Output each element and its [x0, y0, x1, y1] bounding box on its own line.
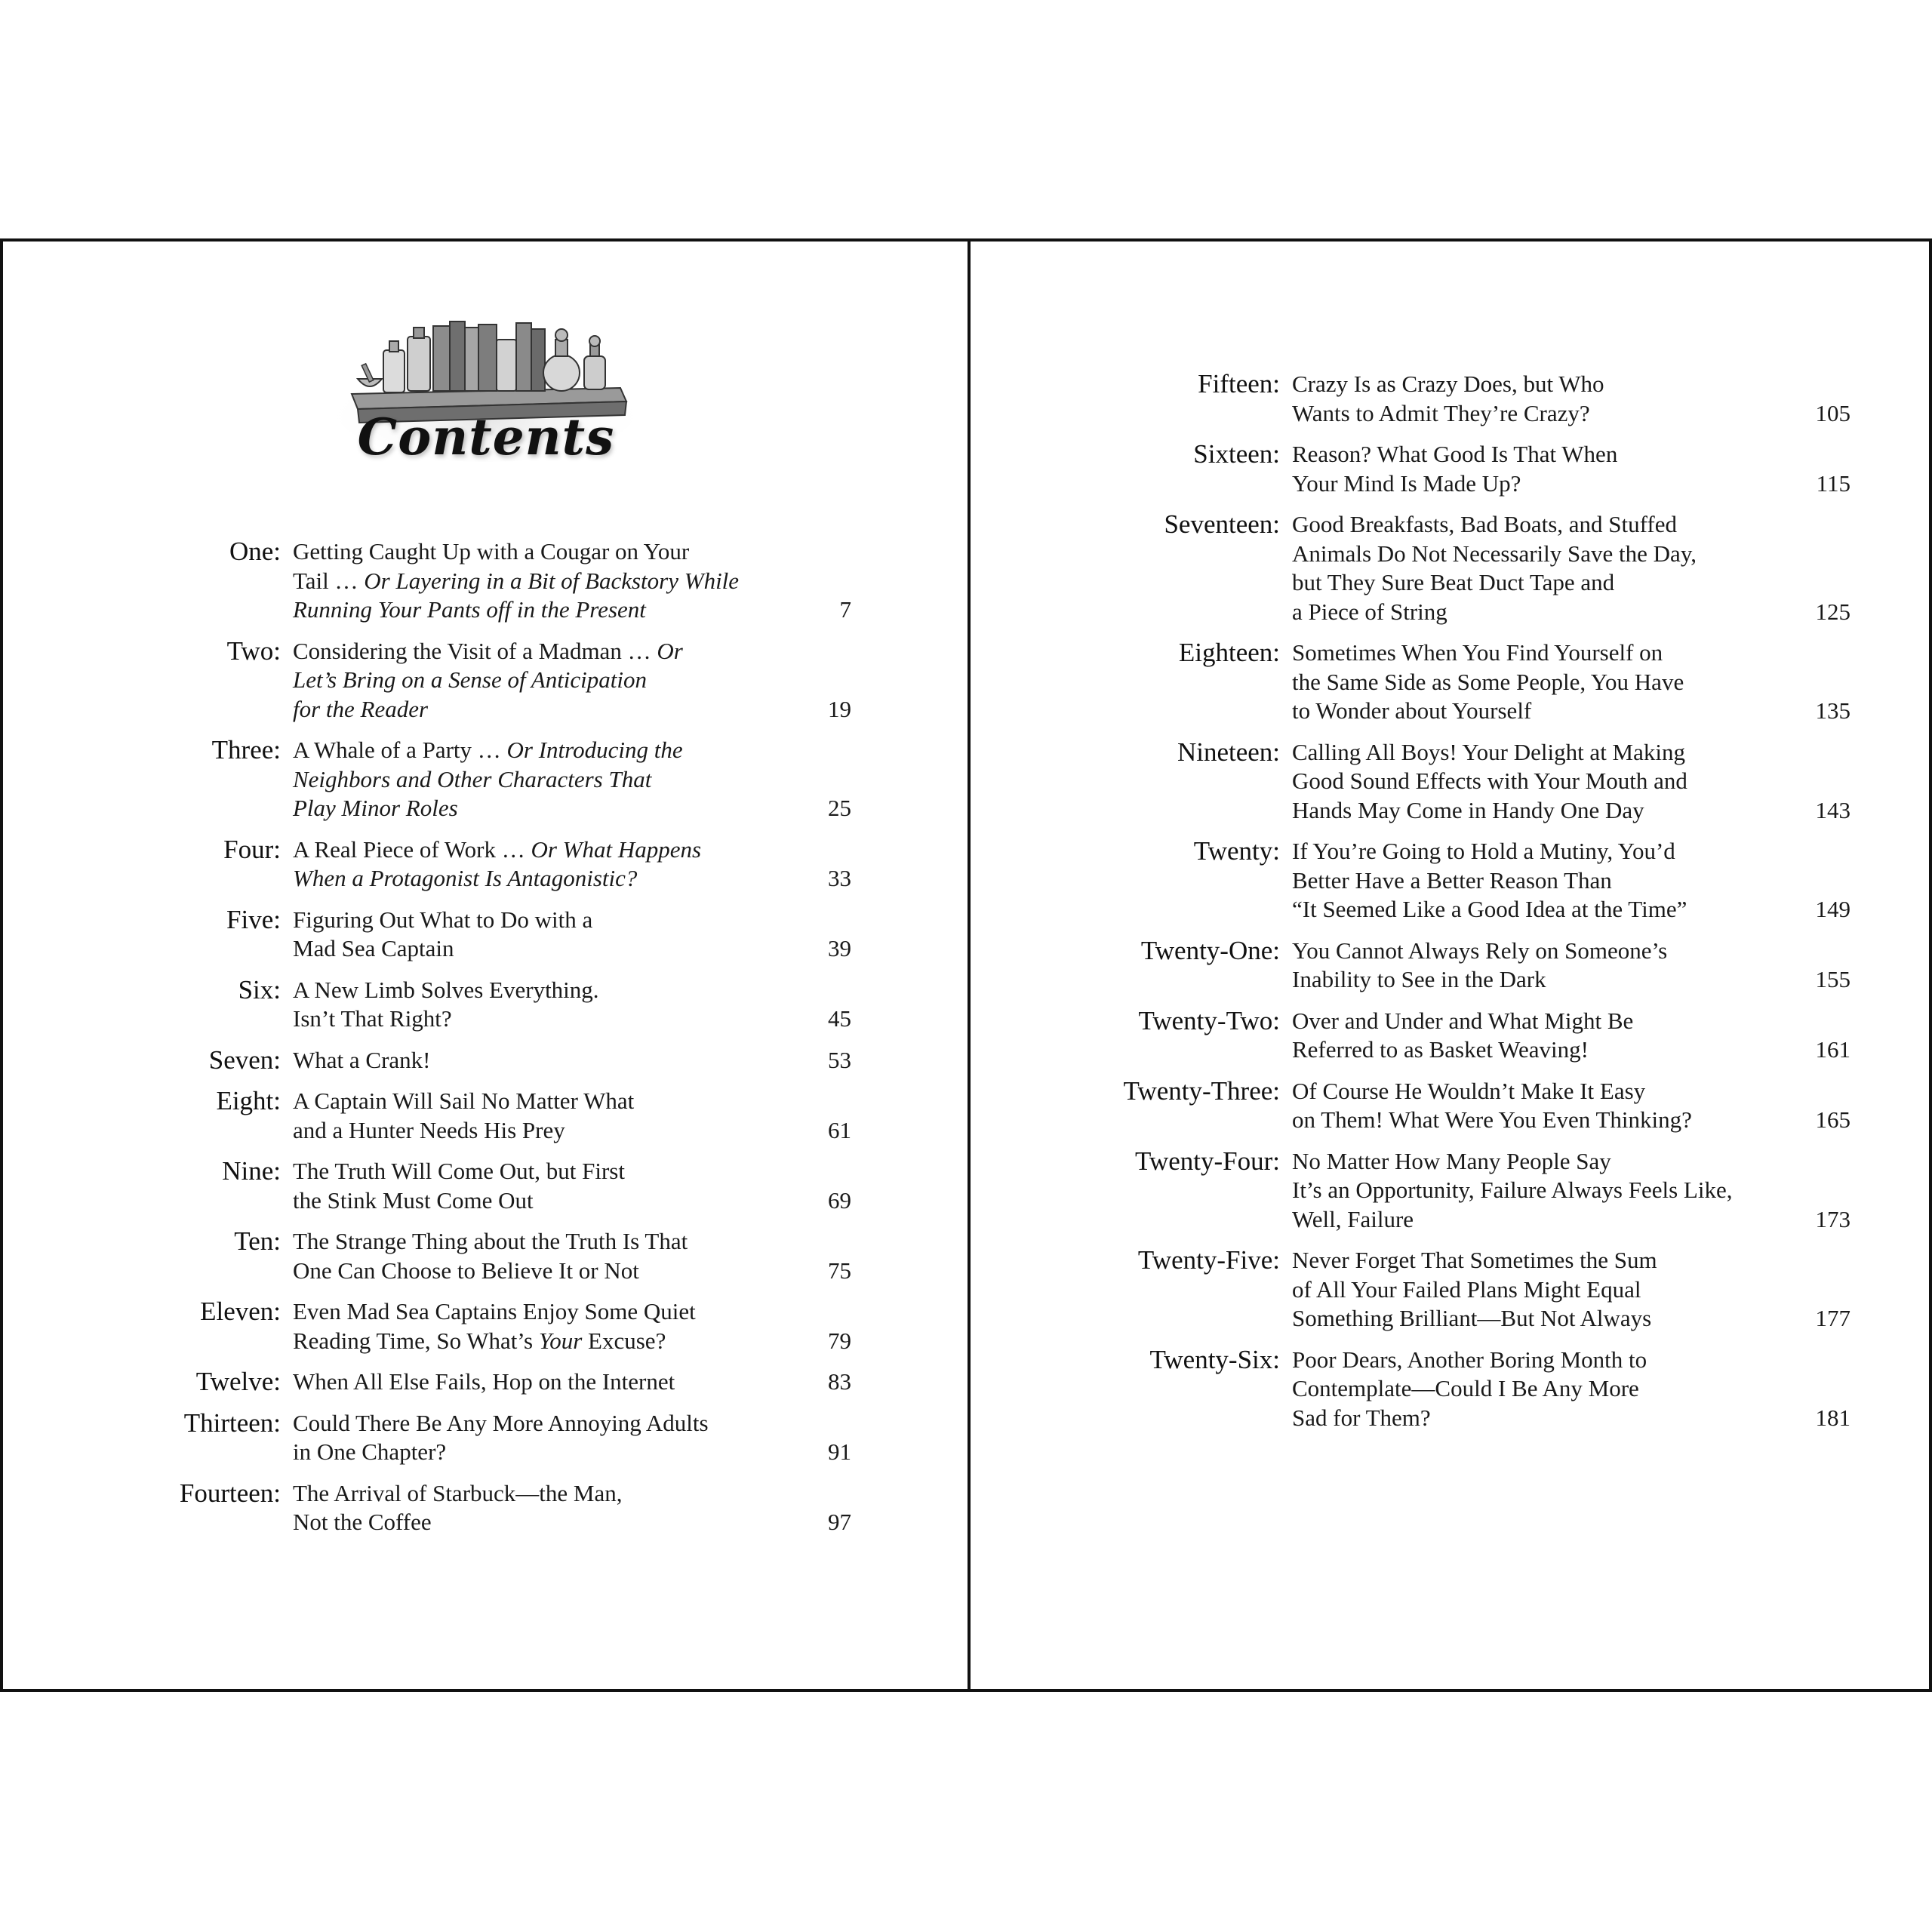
page-number: 115: [1816, 469, 1850, 497]
title-segment: A New Limb Solves Everything.: [293, 976, 599, 1003]
toc-entry: [1017, 935, 1850, 995]
title-segment: of All Your Failed Plans Might Equal: [1292, 1275, 1641, 1303]
page-number: 79: [828, 1327, 851, 1354]
title-segment: Neighbors and Other Characters That: [293, 765, 652, 792]
chapter-title: [293, 835, 776, 894]
page-number: 105: [1815, 399, 1850, 426]
title-segment: Reading Time, So What’s: [293, 1327, 539, 1354]
chapter-title-line: [1292, 837, 1775, 866]
title-segment: A Real Piece of Work …: [293, 835, 531, 863]
chapter-title: [1292, 1346, 1775, 1433]
chapter-number: Fifteen:: [1198, 369, 1280, 398]
chapter-title-line: [293, 1367, 776, 1397]
chapter-title-line: [293, 567, 776, 596]
page-number: 155: [1815, 966, 1850, 992]
title-segment: the Same Side as Some People, You Have: [1292, 668, 1684, 695]
title-segment: Figuring Out What to Do with a: [293, 906, 593, 933]
title-segment: but They Sure Beat Duct Tape and: [1292, 569, 1615, 595]
chapter-number: Ten:: [234, 1226, 281, 1256]
title-segment: No Matter How Many People Say: [1292, 1147, 1611, 1174]
toc-entry: [1017, 1005, 1850, 1065]
page-number: 91: [828, 1438, 851, 1465]
chapter-title-line: [1292, 1007, 1775, 1036]
title-segment: Or: [657, 637, 683, 664]
title-segment: It’s an Opportunity, Failure Always Feels Like,: [1292, 1177, 1733, 1203]
title-segment: Better Have a Better Reason Than: [1292, 866, 1612, 894]
title-segment: Poor Dears, Another Boring Month to: [1292, 1346, 1647, 1373]
chapter-number: Twelve:: [195, 1367, 281, 1396]
chapter-title: [293, 906, 776, 964]
toc-entry: [78, 1046, 863, 1075]
chapter-title: [1292, 638, 1775, 726]
title-segment: Referred to as Basket Weaving!: [1292, 1036, 1589, 1063]
chapter-title-line: [1292, 1176, 1775, 1205]
chapter-title-line: [293, 1227, 776, 1257]
title-segment: You Cannot Always Rely on Someone’s: [1292, 937, 1668, 964]
toc-entry: [1017, 1245, 1850, 1334]
chapter-number: Twenty-One:: [1140, 935, 1280, 965]
chapter-title-line: [293, 1479, 776, 1509]
title-segment: Or Introducing the: [506, 737, 683, 763]
title-segment: Let’s Bring on a Sense of Anticipation: [293, 666, 648, 693]
title-segment: Something Brilliant—But Not Always: [1292, 1305, 1652, 1331]
chapter-number: Thirteen:: [183, 1407, 281, 1438]
title-segment: Never Forget That Sometimes the Sum: [1292, 1247, 1657, 1273]
page-number: 45: [828, 1005, 851, 1032]
toc-entry: [78, 1409, 863, 1467]
title-segment: Considering the Visit of a Madman …: [293, 637, 657, 664]
page-number: 135: [1815, 697, 1850, 724]
chapter-title: [1292, 1147, 1775, 1235]
chapter-number: One:: [229, 537, 281, 566]
title-segment: Calling All Boys! Your Delight at Making: [1292, 738, 1685, 765]
chapter-title: [293, 1367, 776, 1397]
title-segment: Your: [538, 1327, 583, 1354]
page-number: 61: [828, 1116, 851, 1143]
chapter-title-line: [1292, 1304, 1775, 1334]
title-segment: and a Hunter Needs His Prey: [293, 1116, 565, 1143]
chapter-title-line: [293, 1087, 776, 1116]
chapter-title-line: [1292, 796, 1775, 826]
chapter-number: Twenty-Six:: [1149, 1344, 1280, 1374]
title-segment: What a Crank!: [293, 1046, 431, 1073]
title-segment: Even Mad Sea Captains Enjoy Some Quiet: [293, 1298, 696, 1324]
chapter-title-line: [293, 695, 776, 724]
chapter-title-line: [1292, 370, 1775, 399]
title-segment: Contemplate—Could I Be Any More: [1292, 1375, 1639, 1401]
title-segment: If You’re Going to Hold a Mutiny, You’d: [1292, 838, 1675, 864]
title-segment: The Truth Will Come Out, but First: [293, 1158, 625, 1184]
chapter-title-line: [1292, 1275, 1775, 1305]
title-segment: Could There Be Any More Annoying Adults: [293, 1409, 709, 1436]
chapter-title-line: [1292, 598, 1775, 627]
chapter-title-line: [293, 835, 776, 865]
toc-entry: [1017, 439, 1850, 498]
title-segment: in One Chapter?: [293, 1438, 447, 1465]
chapter-title-line: [293, 1157, 776, 1186]
title-segment: Animals Do Not Necessarily Save the Day,: [1292, 540, 1697, 567]
title-segment: Your Mind Is Made Up?: [1292, 469, 1521, 497]
contents-heading: Contents: [357, 408, 615, 466]
chapter-number: Three:: [211, 735, 281, 764]
chapter-title-line: [293, 1508, 776, 1537]
chapter-title-line: [293, 1004, 776, 1034]
title-segment: to Wonder about Yourself: [1292, 697, 1532, 724]
chapter-title-line: [293, 1327, 776, 1356]
right-page: [971, 242, 1932, 1689]
chapter-title: [1292, 1077, 1775, 1135]
title-segment: A Captain Will Sail No Matter What: [293, 1088, 635, 1114]
toc-entry: [78, 1087, 863, 1145]
toc-entry: [1017, 638, 1850, 726]
chapter-title-line: [1292, 1106, 1775, 1135]
chapter-title-line: [1292, 568, 1775, 598]
chapter-title-line: [1292, 469, 1775, 499]
title-segment: Mad Sea Captain: [293, 935, 454, 961]
toc-entry: [78, 537, 863, 625]
chapter-number: Twenty-Two:: [1138, 1005, 1280, 1035]
chapter-number: Seven:: [208, 1044, 281, 1075]
chapter-number: Five:: [226, 904, 281, 934]
chapter-title-line: [293, 1438, 776, 1467]
page-number: 69: [828, 1186, 851, 1214]
chapter-title: [1292, 738, 1775, 826]
toc-entry: [78, 1367, 863, 1397]
chapter-title-line: [293, 1116, 776, 1146]
chapter-title-line: [293, 765, 776, 795]
toc-entry: [1017, 836, 1850, 924]
chapter-title-line: [1292, 1346, 1775, 1375]
toc-entry: [1017, 1075, 1850, 1135]
page-number: 7: [839, 596, 851, 623]
chapter-number: Six:: [238, 974, 281, 1004]
toc-entry: [1017, 737, 1850, 826]
title-segment: When All Else Fails, Hop on the Internet: [293, 1368, 675, 1395]
chapter-title-line: [1292, 399, 1775, 429]
page-number: 177: [1815, 1305, 1850, 1331]
chapter-title-line: [293, 595, 776, 625]
chapter-title-line: [1292, 937, 1775, 966]
chapter-number: Twenty:: [1193, 836, 1280, 866]
chapter-title-line: [1292, 895, 1775, 924]
chapter-title-line: [1292, 1147, 1775, 1177]
toc-entry: [1017, 1344, 1850, 1433]
chapter-title: [293, 1046, 776, 1075]
page-number: 83: [828, 1368, 851, 1395]
chapter-title-line: [293, 1297, 776, 1327]
chapter-title-line: [1292, 738, 1775, 768]
title-segment: Good Sound Effects with Your Mouth and: [1292, 768, 1687, 794]
chapter-title-line: [1292, 965, 1775, 995]
left-page: [3, 242, 968, 1689]
toc-entry: [78, 1479, 863, 1537]
chapter-title: [1292, 1246, 1775, 1334]
title-segment: The Strange Thing about the Truth Is That: [293, 1228, 688, 1254]
toc-entry: [78, 736, 863, 823]
toc-entry: [1017, 369, 1850, 428]
title-segment: Hands May Come in Handy One Day: [1292, 796, 1644, 823]
page-number: 165: [1815, 1106, 1850, 1133]
chapter-title-line: [293, 976, 776, 1005]
title-segment: Not the Coffee: [293, 1509, 432, 1535]
chapter-number: Seventeen:: [1164, 509, 1280, 539]
chapter-title-line: [293, 1046, 776, 1075]
title-segment: Sad for Them?: [1292, 1404, 1431, 1431]
title-segment: One Can Choose to Believe It or Not: [293, 1257, 639, 1284]
title-segment: Of Course He Wouldn’t Make It Easy: [1292, 1077, 1646, 1104]
page-number: 149: [1815, 896, 1850, 922]
chapter-title: [1292, 1007, 1775, 1065]
title-segment: the Stink Must Come Out: [293, 1186, 534, 1214]
chapter-title-line: [1292, 540, 1775, 569]
chapter-title: [293, 537, 776, 625]
title-segment: When a Protagonist Is Antagonistic?: [293, 865, 638, 891]
chapter-title-line: [293, 1186, 776, 1216]
page-number: 53: [828, 1046, 851, 1073]
title-segment: Or Layering in a Bit of Backstory While: [364, 567, 740, 594]
book-spread: [0, 238, 1932, 1692]
page-number: 143: [1815, 796, 1850, 823]
title-segment: a Piece of String: [1292, 598, 1447, 625]
chapter-title-line: [1292, 1077, 1775, 1106]
chapter-title-line: [1292, 1404, 1775, 1433]
chapter-title-line: [293, 934, 776, 964]
toc-entry: [78, 1157, 863, 1215]
page-number: 97: [828, 1509, 851, 1535]
chapter-number: Nine:: [222, 1156, 281, 1186]
page-number: 39: [828, 935, 851, 961]
chapter-title-line: [1292, 1374, 1775, 1404]
chapter-number: Eighteen:: [1178, 638, 1280, 667]
title-segment: Tail …: [293, 567, 365, 594]
chapter-title-line: [293, 666, 776, 695]
page-number: 19: [828, 695, 851, 722]
page-number: 181: [1815, 1404, 1850, 1431]
toc-entry: [1017, 509, 1850, 626]
chapter-number: Four:: [223, 834, 281, 864]
chapter-title: [293, 1157, 776, 1215]
title-segment: Sometimes When You Find Yourself on: [1292, 639, 1663, 666]
title-segment: on Them! What Were You Even Thinking?: [1292, 1106, 1692, 1133]
chapter-title-line: [293, 736, 776, 765]
chapter-title-line: [1292, 767, 1775, 796]
chapter-title-line: [1292, 638, 1775, 668]
toc-entry: [78, 835, 863, 894]
toc-entry: [78, 637, 863, 724]
chapter-title-line: [1292, 510, 1775, 540]
chapter-title: [293, 1409, 776, 1467]
chapter-number: Nineteen:: [1177, 737, 1280, 767]
chapter-number: Eight:: [216, 1086, 281, 1115]
chapter-title-line: [1292, 440, 1775, 469]
chapter-title: [293, 1297, 776, 1355]
chapter-number: Sixteen:: [1193, 439, 1280, 469]
chapter-number: Two:: [226, 635, 281, 666]
title-segment: Running Your Pants off in the Present: [293, 596, 646, 623]
chapter-title: [293, 1227, 776, 1285]
chapter-title: [1292, 370, 1775, 428]
chapter-title-line: [1292, 1246, 1775, 1275]
title-segment: Wants to Admit They’re Crazy?: [1292, 399, 1590, 426]
toc-entry: [78, 976, 863, 1034]
title-segment: Crazy Is as Crazy Does, but Who: [1292, 371, 1604, 397]
chapter-title: [293, 736, 776, 823]
title-segment: for the Reader: [293, 695, 429, 722]
title-segment: A Whale of a Party …: [293, 737, 507, 763]
chapter-title-line: [1292, 1205, 1775, 1235]
page-number: 161: [1815, 1036, 1850, 1063]
chapter-title: [1292, 510, 1775, 626]
chapter-title-line: [293, 864, 776, 894]
chapter-title: [293, 1479, 776, 1537]
chapter-title: [293, 637, 776, 724]
chapter-number: Twenty-Four:: [1135, 1146, 1280, 1176]
title-segment: Good Breakfasts, Bad Boats, and Stuffed: [1292, 511, 1677, 537]
chapter-title-line: [293, 1409, 776, 1438]
page-number: 33: [828, 865, 851, 891]
chapter-title-line: [1292, 866, 1775, 896]
title-segment: Excuse?: [582, 1327, 666, 1354]
chapter-title: [1292, 837, 1775, 924]
chapter-title-line: [1292, 668, 1775, 697]
chapter-title-line: [293, 537, 776, 567]
chapter-number: Eleven:: [200, 1297, 281, 1326]
toc-entry: [78, 1227, 863, 1285]
chapter-title-line: [1292, 697, 1775, 726]
title-segment: Play Minor Roles: [293, 795, 458, 821]
toc-entry: [78, 906, 863, 964]
title-segment: Over and Under and What Might Be: [1292, 1007, 1634, 1034]
chapter-number: Twenty-Three:: [1123, 1075, 1280, 1106]
chapter-number: Twenty-Five:: [1137, 1245, 1280, 1275]
chapter-title: [293, 1087, 776, 1145]
page-number: 125: [1815, 598, 1850, 625]
title-segment: Inability to See in the Dark: [1292, 966, 1546, 992]
chapter-title-line: [293, 1257, 776, 1286]
title-segment: Well, Failure: [1292, 1205, 1414, 1232]
title-segment: Reason? What Good Is That When: [1292, 441, 1618, 467]
title-segment: Isn’t That Right?: [293, 1005, 452, 1032]
chapter-title: [1292, 440, 1775, 498]
chapter-title-line: [293, 906, 776, 935]
chapter-title: [293, 976, 776, 1034]
page-number: 25: [828, 795, 851, 821]
chapter-title-line: [293, 794, 776, 823]
chapter-title: [1292, 937, 1775, 995]
page-number: 75: [828, 1257, 851, 1284]
toc-entry: [1017, 1146, 1850, 1235]
chapter-title-line: [293, 637, 776, 666]
title-segment: Getting Caught Up with a Cougar on Your: [293, 538, 690, 565]
title-segment: Or What Happens: [531, 835, 702, 863]
chapter-number: Fourteen:: [179, 1478, 281, 1508]
toc-entry: [78, 1297, 863, 1355]
page-number: 173: [1815, 1205, 1850, 1232]
chapter-title-line: [1292, 1035, 1775, 1065]
title-segment: “It Seemed Like a Good Idea at the Time”: [1292, 896, 1687, 922]
title-segment: The Arrival of Starbuck—the Man,: [293, 1479, 623, 1506]
